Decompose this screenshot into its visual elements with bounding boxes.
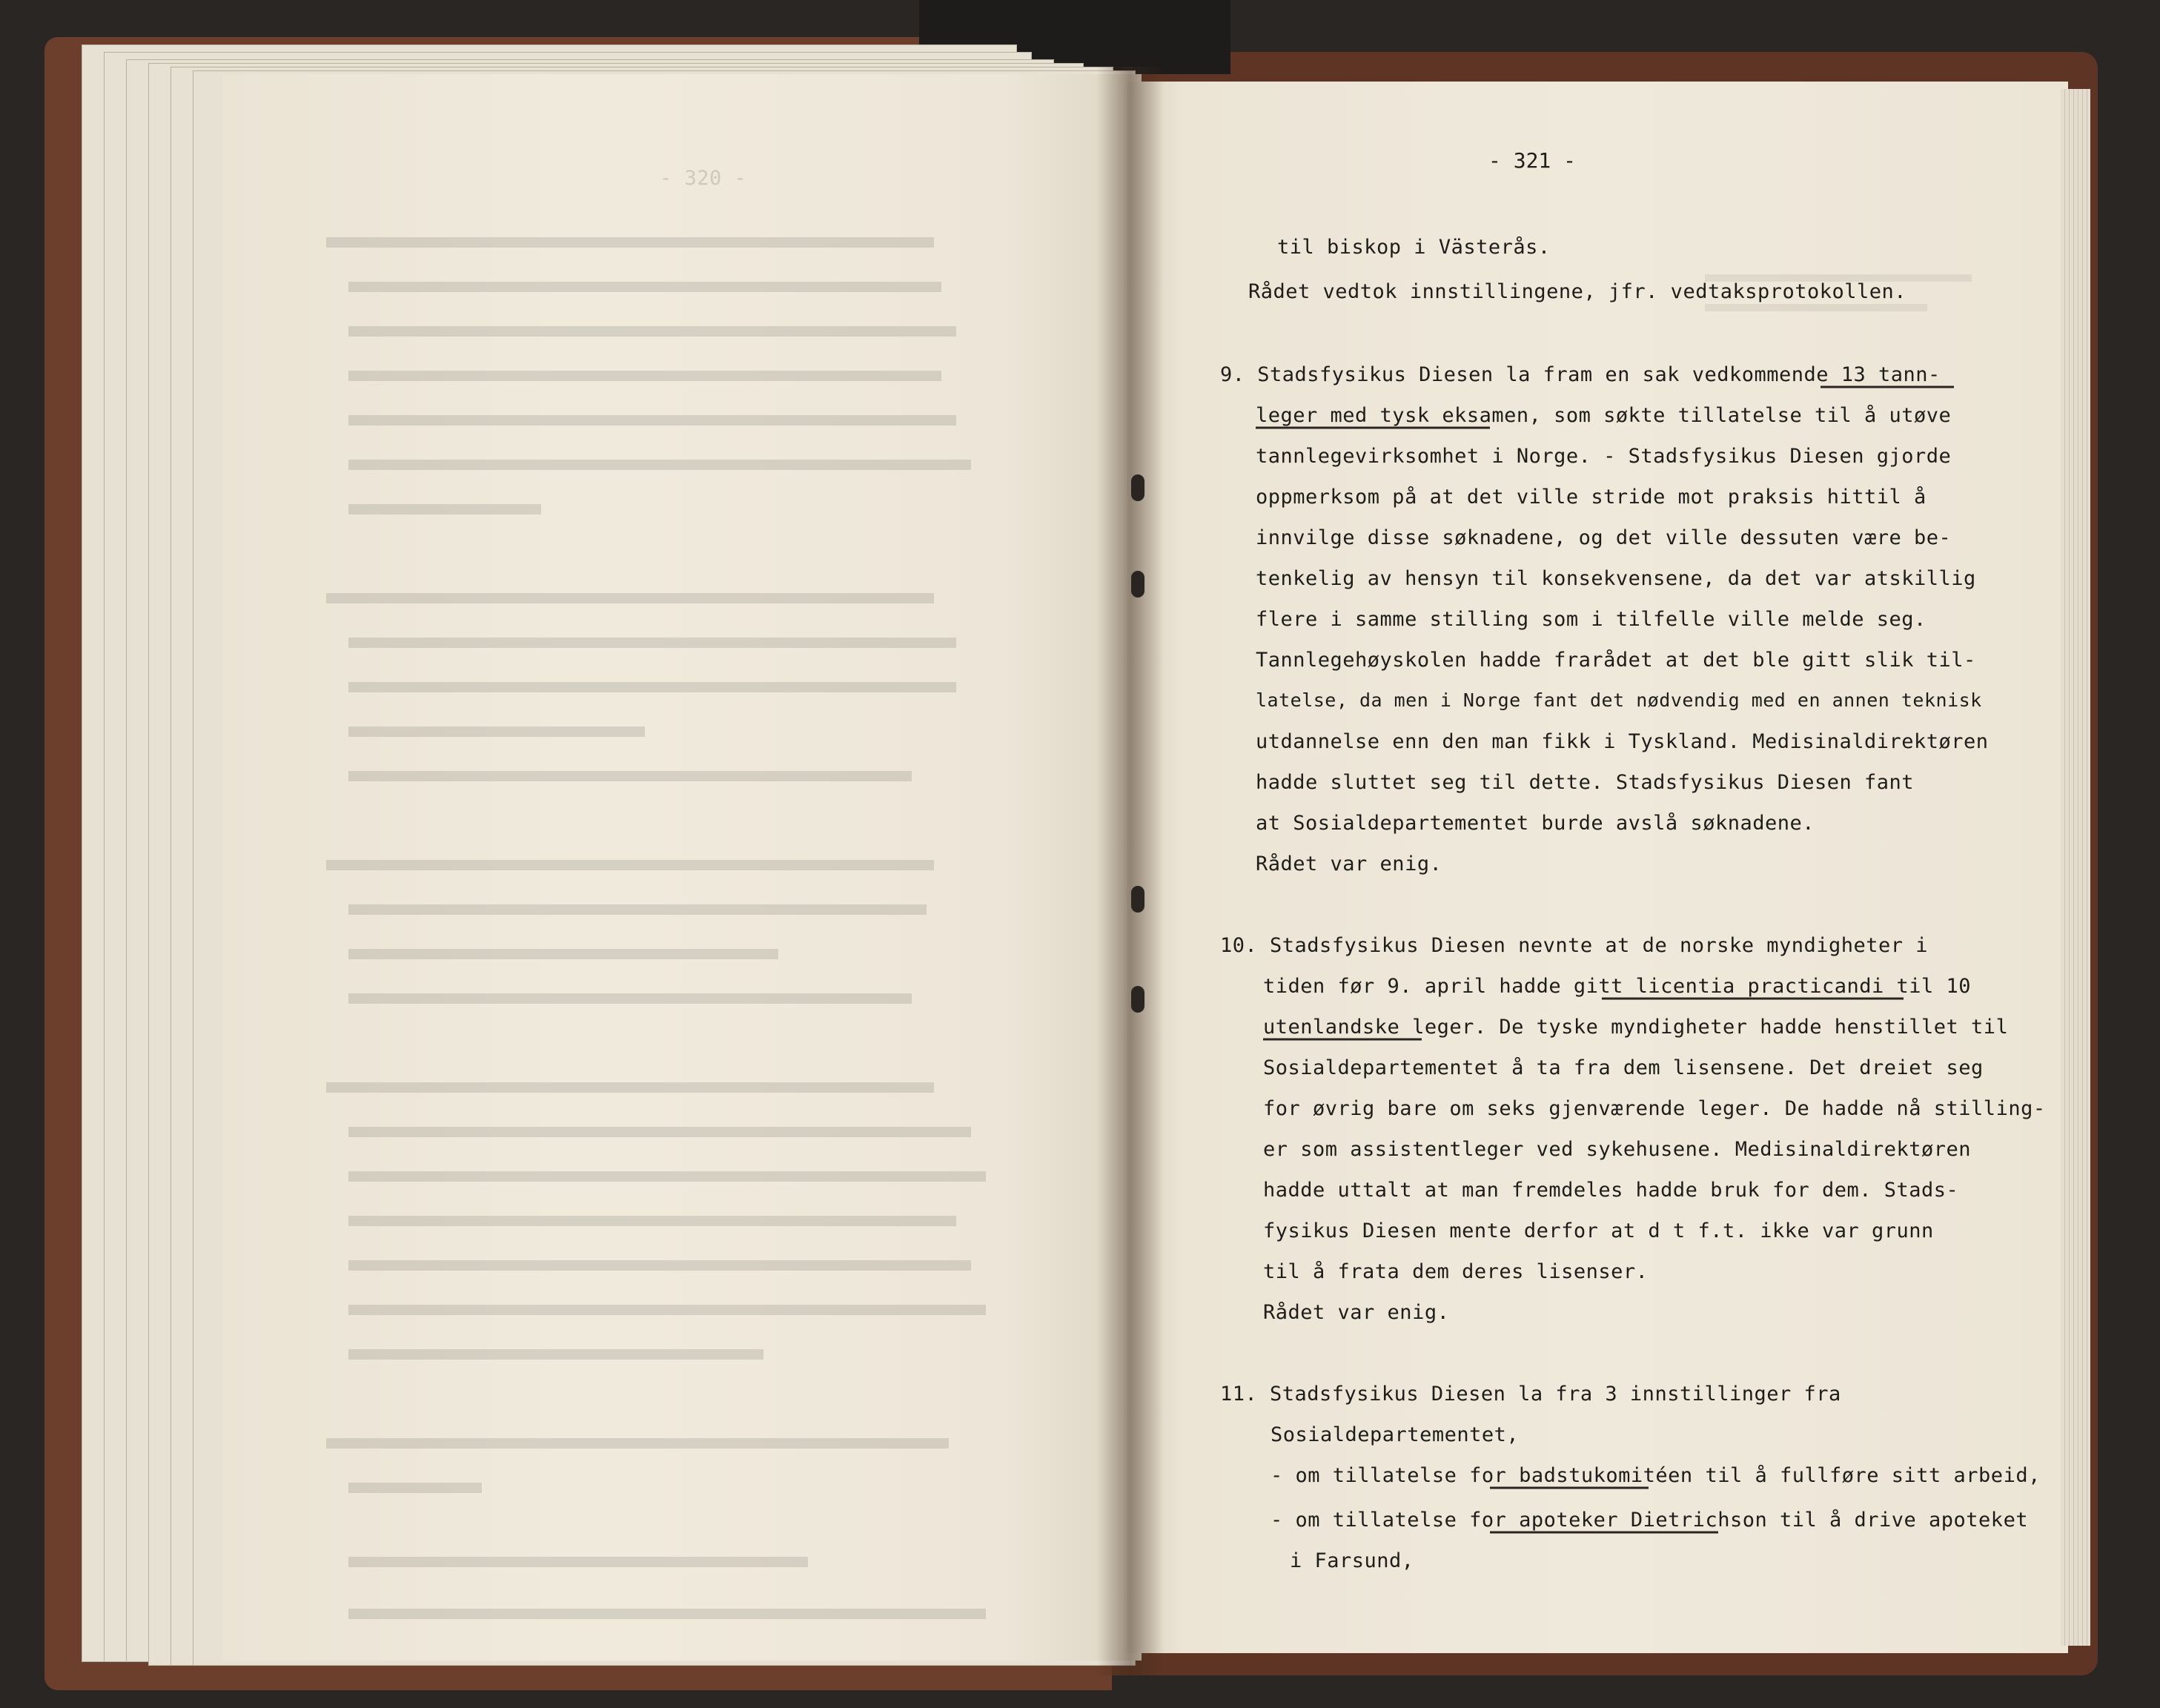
text-line: i Farsund,: [1290, 1549, 1414, 1572]
left-page-number: - 320 -: [660, 167, 747, 190]
binding-hole: [1131, 886, 1144, 913]
text-line: til biskop i Västerås.: [1277, 236, 1551, 259]
text-line: oppmerksom på at det ville stride mot praksis hittil å: [1256, 486, 1927, 509]
text-line: 9. Stadsfysikus Diesen la fram en sak vedkommende 13 tann-: [1220, 363, 1941, 386]
text-line: hadde uttalt at man fremdeles hadde bruk for dem. Stads-: [1263, 1179, 1959, 1202]
binding-hole: [1131, 571, 1144, 598]
text-line: 11. Stadsfysikus Diesen la fra 3 innstillinger fra: [1220, 1383, 1841, 1406]
text-line: utdannelse enn den man fikk i Tyskland. Medisinaldirektøren: [1256, 730, 1989, 753]
text-line: latelse, da men i Norge fant det nødvendig med en annen teknisk: [1256, 689, 1982, 711]
text-line: hadde sluttet seg til dette. Stadsfysikus Diesen fant: [1256, 771, 1915, 794]
text-line: tannlegevirksomhet i Norge. - Stadsfysikus Diesen gjorde: [1256, 445, 1952, 468]
text-line: tenkelig av hensyn til konsekvensene, da det var atskillig: [1256, 567, 1976, 590]
right-page-faded-text: [1705, 178, 1987, 326]
text-line: er som assistentleger ved sykehusene. Medisinaldirektøren: [1263, 1138, 1972, 1161]
text-line: 10. Stadsfysikus Diesen nevnte at de norske myndigheter i: [1220, 934, 1929, 957]
binding-hole: [1131, 986, 1144, 1013]
text-line: fysikus Diesen mente derfor at d t f.t. ikke var grunn: [1263, 1219, 1934, 1242]
text-line: at Sosialdepartementet burde avslå søknadene.: [1256, 812, 1815, 835]
text-line: Sosialdepartementet,: [1271, 1423, 1520, 1446]
text-line: Tannlegehøyskolen hadde frarådet at det ble gitt slik til-: [1256, 649, 1976, 672]
right-page-stack-edge: [2061, 89, 2090, 1646]
left-page-faded-text: [326, 237, 1067, 1646]
text-line: Rådet var enig.: [1263, 1301, 1450, 1324]
text-line: til å frata dem deres lisenser.: [1263, 1260, 1649, 1283]
text-line: utenlandske leger. De tyske myndigheter hadde henstillet til: [1263, 1016, 2009, 1039]
page-number: - 321 -: [1488, 148, 1577, 173]
binding-hole: [1131, 474, 1144, 501]
text-line: - om tillatelse for badstukomitéen til å fullføre sitt arbeid,: [1271, 1464, 2041, 1487]
text-line: flere i samme stilling som i tilfelle ville melde seg.: [1256, 608, 1927, 631]
text-line: leger med tysk eksamen, som søkte tillatelse til å utøve: [1256, 404, 1952, 427]
text-line: Sosialdepartementet å ta fra dem lisensene. Det dreiet seg: [1263, 1056, 1984, 1079]
text-line: Rådet vedtok innstillingene, jfr. vedtaksprotokollen.: [1248, 280, 1907, 303]
text-line: tiden før 9. april hadde gitt licentia practicandi til 10: [1263, 975, 1972, 998]
text-line: for øvrig bare om seks gjenværende leger. De hadde nå stilling-: [1263, 1097, 2046, 1120]
gutter-shadow: [1097, 67, 1164, 1675]
text-line: Rådet var enig.: [1256, 853, 1442, 875]
text-line: innvilge disse søknadene, og det ville dessuten være be-: [1256, 526, 1952, 549]
text-line: - om tillatelse for apoteker Dietrichson til å drive apoteket: [1271, 1509, 2029, 1532]
